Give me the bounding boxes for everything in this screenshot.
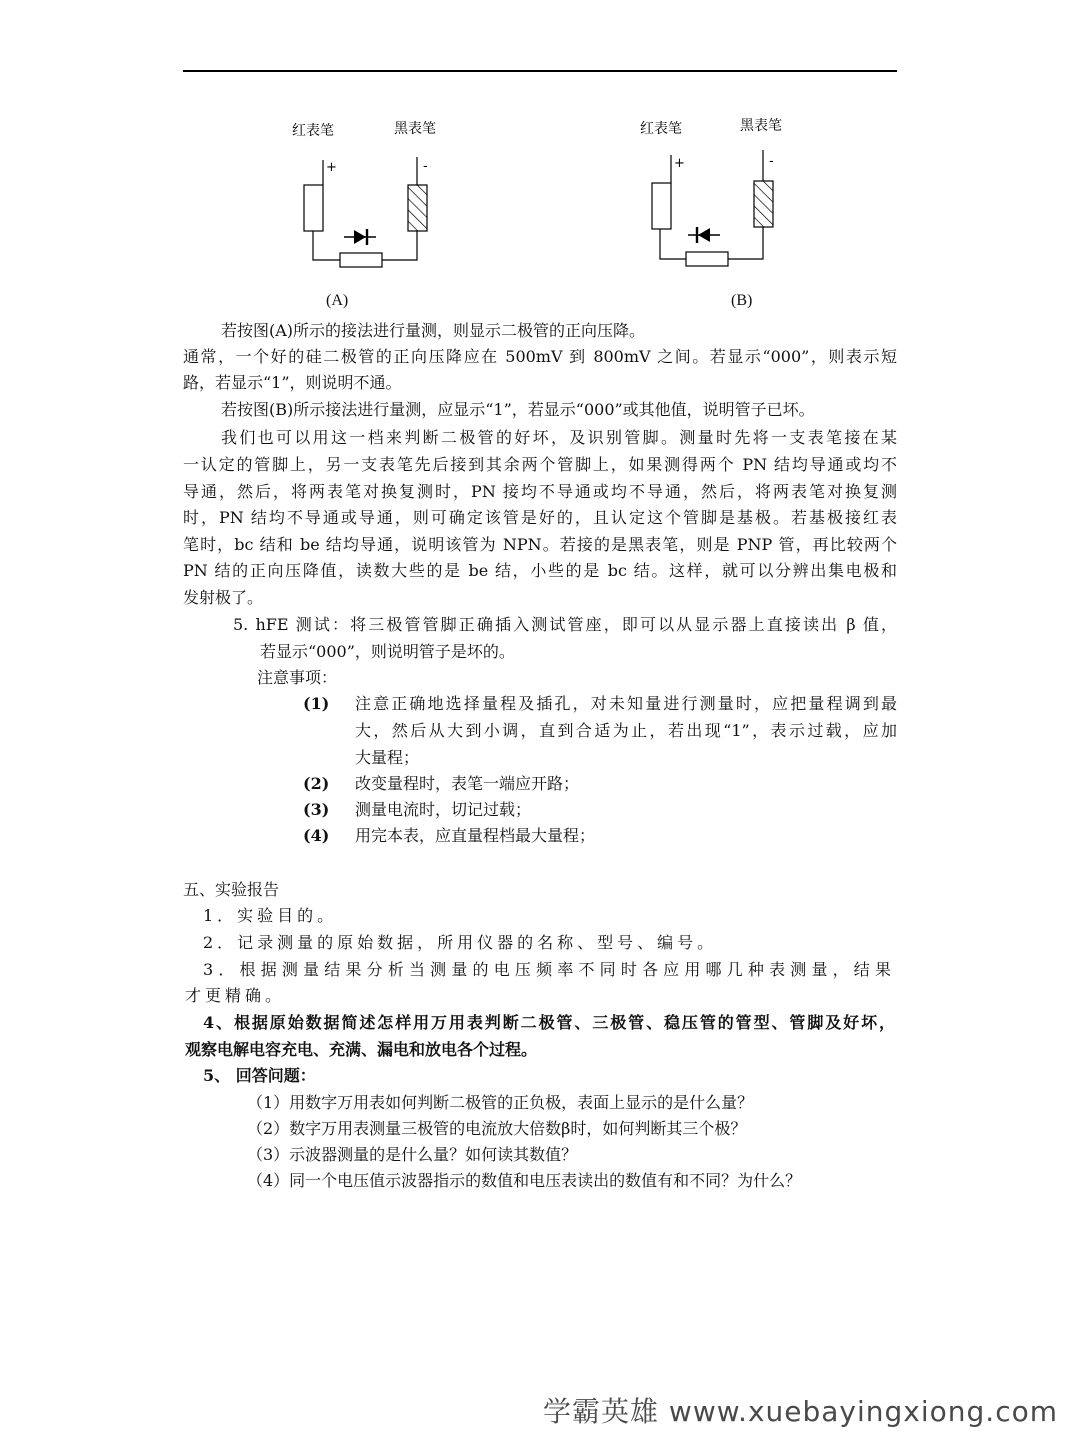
report-title: 五、实验报告	[183, 880, 280, 899]
figure-a-diode-icon	[344, 229, 376, 245]
note-4-line-1: 用完本表，应直量程档最大量程；	[355, 826, 596, 845]
note-3-number: (3)	[303, 800, 330, 819]
figure-b-black-probe-label: 黑表笔	[740, 118, 782, 134]
notice-title: 注意事项：	[257, 668, 338, 687]
figure-a-caption: (A)	[326, 292, 349, 309]
figure-a-red-probe	[304, 185, 323, 231]
figure-a-minus-sign: -	[423, 159, 428, 174]
figure-a-circuit	[290, 115, 450, 275]
paragraph-figure-b-text: 若按图(B)所示接法进行量测，应显示“1”，若显示“000”或其他值，说明管子已坏。	[221, 400, 815, 419]
figure-b-red-probe-label: 红表笔	[640, 121, 682, 137]
report-item-2: 2．记录测量的原始数据，所用仪器的名称、型号、编号。	[203, 933, 718, 952]
report-item-1: 1．实验目的。	[203, 906, 338, 925]
figure-b-resistor	[686, 252, 728, 266]
paragraph-figure-a-text: 若按图(A)所示的接法进行量测，则显示二极管的正向压降。	[221, 321, 646, 340]
note-2-number: (2)	[303, 774, 330, 793]
note-2-line-1: 改变量程时，表笔一端应开路；	[355, 774, 580, 793]
paragraph-forward-drop-line-1: 通常，一个好的硅二极管的正向压降应在 500mV 到 800mV 之间。若显示“000”，则表示短	[183, 347, 897, 366]
question-3: （3）示波器测量的是什么量？如何读其数值？	[247, 1145, 578, 1164]
note-1-line-1: 注意正确地选择量程及插孔，对未知量进行测量时，应把量程调到最	[355, 694, 897, 713]
paragraph-pin-test-line-1: 我们也可以用这一档来判断二极管的好坏，及识别管脚。测量时先将一支表笔接在某	[221, 428, 897, 447]
figure-b-plus-sign: +	[674, 156, 685, 171]
figure-a-red-probe-label: 红表笔	[292, 123, 334, 139]
note-1-number: (1)	[303, 694, 330, 713]
figure-a-black-probe-label: 黑表笔	[394, 121, 436, 137]
figure-b-circuit	[638, 113, 798, 273]
paragraph-forward-drop-line-2: 路，若显示“1”，则说明不通。	[183, 373, 402, 392]
site-watermark: 学霸英雄 www.xuebayingxiong.com	[543, 1395, 1058, 1428]
note-1-line-2: 大，然后从大到小调，直到合适为止，若出现“1”，表示过载，应加	[355, 721, 897, 740]
figure-a-black-probe	[408, 185, 427, 231]
note-1-line-3: 大量程；	[355, 748, 420, 767]
header-rule	[183, 70, 897, 72]
paragraph-pin-test-line-4: 时，PN 结均不导通或导通，则可确定该管是好的，且认定这个管脚是基极。若基极接红表	[183, 508, 897, 527]
question-1: （1）用数字万用表如何判断二极管的正负极，表面上显示的是什么量？	[247, 1093, 754, 1112]
figure-a-plus-sign: +	[326, 160, 337, 175]
note-4-number: (4)	[303, 826, 330, 845]
figure-b-black-probe	[754, 181, 773, 227]
report-item-4-line-2: 观察电解电容充电、充满、漏电和放电各个过程。	[185, 1040, 538, 1059]
hfe-test-line-1: 5. hFE 测试：将三极管管脚正确插入测试管座，即可以从显示器上直接读出 β 值，	[233, 615, 897, 634]
figure-b-diode-icon	[688, 227, 720, 243]
hfe-test-line-2: 若显示“000”，则说明管子是坏的。	[260, 642, 515, 661]
paragraph-pin-test-line-6: PN 结的正向压降值，读数大些的是 be 结，小些的是 bc 结。这样，就可以分辨出集电极和	[183, 561, 897, 580]
report-item-3-line-2: 才更精确。	[185, 986, 286, 1005]
figure-b-minus-sign: -	[769, 154, 774, 169]
figure-a-resistor	[340, 253, 382, 267]
question-4: （4）同一个电压值示波器指示的数值和电压表读出的数值有和不同？为什么？	[247, 1171, 802, 1190]
report-item-3-line-1: 3．根据测量结果分析当测量的电压频率不同时各应用哪几种表测量，结果	[203, 960, 895, 979]
figure-b-caption: (B)	[731, 292, 753, 309]
paragraph-pin-test-line-5: 笔时，bc 结和 be 结均导通，说明该管为 NPN。若接的是黑表笔，则是 PNP 管，再比较两个	[183, 535, 897, 554]
report-item-4-line-1: 4、根据原始数据简述怎样用万用表判断二极管、三极管、稳压管的管型、管脚及好坏，	[203, 1013, 895, 1032]
note-3-line-1: 测量电流时，切记过载；	[355, 800, 532, 819]
report-item-5-title: 5、 回答问题：	[203, 1066, 316, 1085]
figure-b-red-probe	[652, 183, 671, 229]
paragraph-pin-test-line-3: 导通，然后，将两表笔对换复测时，PN 接均不导通或均不导通，然后，将两表笔对换复测	[183, 482, 897, 501]
question-2: （2）数字万用表测量三极管的电流放大倍数β时，如何判断其三个极？	[247, 1119, 747, 1138]
paragraph-pin-test-line-2: 一认定的管脚上，另一支表笔先后接到其余两个管脚上，如果测得两个 PN 结均导通或均不	[183, 455, 897, 474]
paragraph-pin-test-line-7: 发射极了。	[183, 588, 264, 607]
